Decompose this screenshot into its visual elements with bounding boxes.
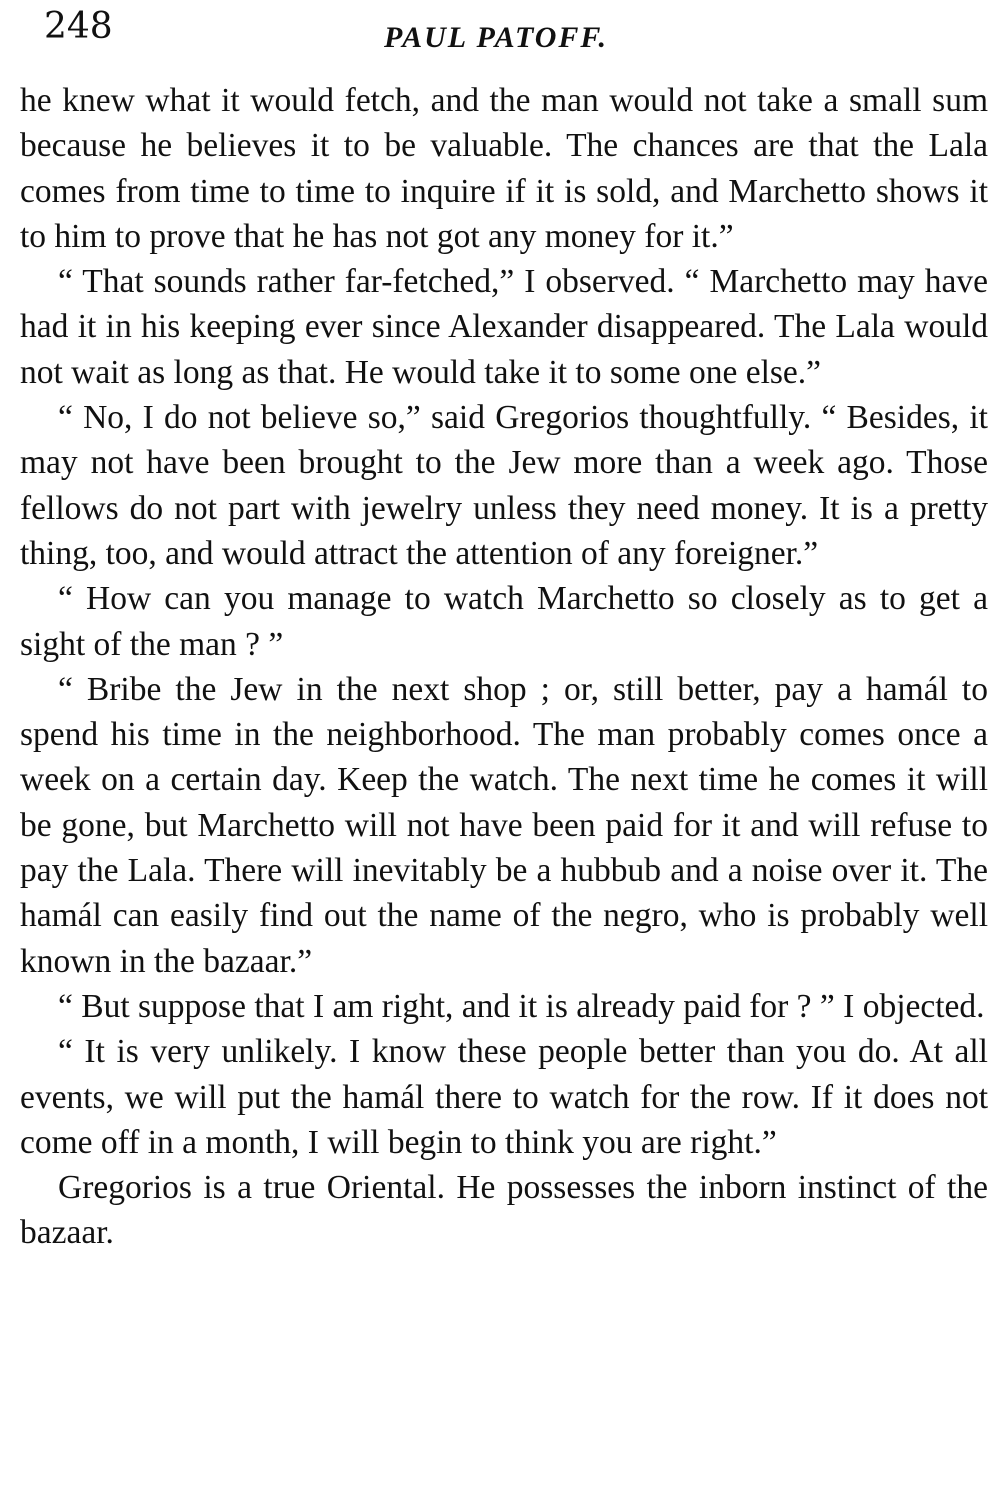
paragraph: “ How can you manage to watch Marchetto so closely as to get a sight of the man ? ” — [20, 580, 988, 663]
paragraph: he knew what it would fetch, and the man would not take a small sum because he believes it to be valuable. The chances are that the Lala comes from time to time to inquire if it is sold, and Marchetto shows it to him to prove that he has not got any money for it.” — [20, 82, 988, 255]
paragraph: Gregorios is a true Oriental. He possesses the inborn instinct of the bazaar. — [20, 1169, 988, 1252]
paragraph: “ It is very unlikely. I know these people better than you do. At all events, we will put the hamál there to watch for the row. If it does not come off in a month, I will begin to think you are right.” — [20, 1033, 988, 1161]
paragraph: “ That sounds rather far-fetched,” I observed. “ Marchetto may have had it in his keeping ever since Alexander disappeared. The Lala would not wait as long as that. He would take it to some one else.” — [20, 263, 988, 391]
body-text — [20, 78, 988, 1256]
running-head — [24, 6, 984, 58]
running-title: PAUL PATOFF. — [384, 21, 609, 54]
page-number: 248 — [44, 6, 113, 47]
paragraph: “ Bribe the Jew in the next shop ; or, still better, pay a hamál to spend his time in the neighborhood. The man probably comes once a week on a certain day. Keep the watch. The next time he comes it will be gone, but Marchetto will not have been paid for it and will refuse to pay the Lala. There will inevitably be a hubbub and a noise over it. The hamál can easily find out the name of the negro, who is probably well known in the bazaar.” — [20, 670, 988, 980]
paragraph: “ No, I do not believe so,” said Gregorios thoughtfully. “ Besides, it may not have been brought to the Jew more than a week ago. Those fellows do not part with jewelry unless they need money. It is a pretty thing, too, and would attract the attention of any foreigner.” — [20, 399, 988, 572]
paragraph: “ But suppose that I am right, and it is already paid for ? ” I objected. — [58, 987, 985, 1025]
